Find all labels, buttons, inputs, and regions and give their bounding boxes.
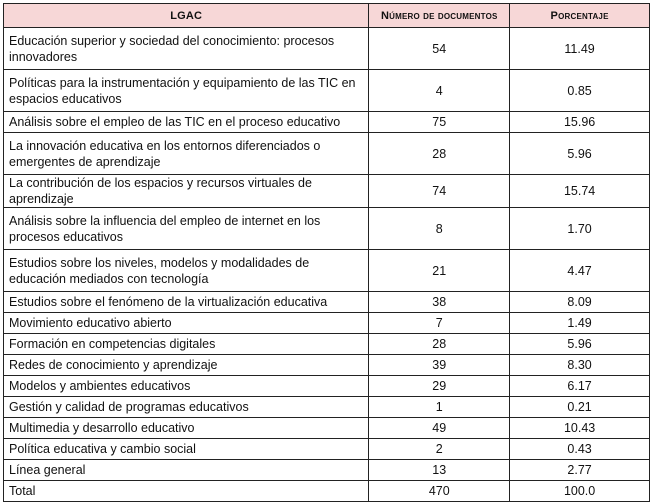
cell-num-docs: 28 xyxy=(369,334,510,355)
table-row xyxy=(4,292,650,313)
cell-lgac: Movimiento educativo abierto xyxy=(4,313,369,334)
table-row xyxy=(4,208,650,250)
cell-percent: 1.70 xyxy=(510,208,650,250)
cell-percent: 11.49 xyxy=(510,28,650,70)
cell-percent: 5.96 xyxy=(510,133,650,175)
cell-num-docs: 21 xyxy=(369,250,510,292)
cell-lgac: Políticas para la instrumentación y equipamiento de las TIC en espacios educativos xyxy=(4,70,369,112)
cell-num-docs: 38 xyxy=(369,292,510,313)
table-row xyxy=(4,439,650,460)
cell-num-docs: 13 xyxy=(369,460,510,481)
cell-percent: 15.74 xyxy=(510,175,650,208)
cell-num-docs: 7 xyxy=(369,313,510,334)
cell-num-docs: 54 xyxy=(369,28,510,70)
cell-lgac: Formación en competencias digitales xyxy=(4,334,369,355)
cell-percent: 15.96 xyxy=(510,112,650,133)
table-row xyxy=(4,250,650,292)
cell-percent: 0.85 xyxy=(510,70,650,112)
cell-num-docs: 29 xyxy=(369,376,510,397)
header-num-docs: Número de documentos xyxy=(369,4,510,28)
table-row xyxy=(4,70,650,112)
total-row xyxy=(4,481,650,502)
cell-lgac: Estudios sobre los niveles, modelos y modalidades de educación mediados con tecnología xyxy=(4,250,369,292)
cell-num-docs: 2 xyxy=(369,439,510,460)
cell-lgac: Modelos y ambientes educativos xyxy=(4,376,369,397)
cell-percent: 8.09 xyxy=(510,292,650,313)
cell-num-docs: 49 xyxy=(369,418,510,439)
cell-lgac: Análisis sobre la influencia del empleo de internet en los procesos educativos xyxy=(4,208,369,250)
cell-percent: 6.17 xyxy=(510,376,650,397)
table-row xyxy=(4,175,650,208)
table-row xyxy=(4,28,650,70)
cell-lgac: Educación superior y sociedad del conocimiento: procesos innovadores xyxy=(4,28,369,70)
table-row xyxy=(4,133,650,175)
cell-num-docs: 8 xyxy=(369,208,510,250)
cell-num-docs: 75 xyxy=(369,112,510,133)
cell-num-docs: 4 xyxy=(369,70,510,112)
table-row xyxy=(4,460,650,481)
cell-num-docs: 1 xyxy=(369,397,510,418)
lgac-table xyxy=(3,3,650,502)
cell-lgac: Multimedia y desarrollo educativo xyxy=(4,418,369,439)
header-row xyxy=(4,4,650,28)
cell-percent: 0.21 xyxy=(510,397,650,418)
cell-lgac: Línea general xyxy=(4,460,369,481)
table-row xyxy=(4,334,650,355)
cell-lgac: La innovación educativa en los entornos diferenciados o emergentes de aprendizaje xyxy=(4,133,369,175)
cell-num-docs: 74 xyxy=(369,175,510,208)
cell-percent: 8.30 xyxy=(510,355,650,376)
cell-lgac: Total xyxy=(4,481,369,502)
cell-lgac: Política educativa y cambio social xyxy=(4,439,369,460)
table-row xyxy=(4,313,650,334)
cell-percent: 5.96 xyxy=(510,334,650,355)
cell-num-docs: 39 xyxy=(369,355,510,376)
cell-percent: 4.47 xyxy=(510,250,650,292)
cell-lgac: La contribución de los espacios y recursos virtuales de aprendizaje xyxy=(4,175,369,208)
cell-lgac: Gestión y calidad de programas educativos xyxy=(4,397,369,418)
cell-percent: 0.43 xyxy=(510,439,650,460)
cell-num-docs: 470 xyxy=(369,481,510,502)
cell-percent: 100.0 xyxy=(510,481,650,502)
cell-percent: 2.77 xyxy=(510,460,650,481)
cell-lgac: Análisis sobre el empleo de las TIC en el proceso educativo xyxy=(4,112,369,133)
cell-percent: 10.43 xyxy=(510,418,650,439)
cell-lgac: Estudios sobre el fenómeno de la virtualización educativa xyxy=(4,292,369,313)
cell-num-docs: 28 xyxy=(369,133,510,175)
table-row xyxy=(4,418,650,439)
table-row xyxy=(4,376,650,397)
table-row xyxy=(4,355,650,376)
table-row xyxy=(4,112,650,133)
table-row xyxy=(4,397,650,418)
header-percent: Porcentaje xyxy=(510,4,650,28)
header-lgac: LGAC xyxy=(4,4,369,28)
cell-percent: 1.49 xyxy=(510,313,650,334)
cell-lgac: Redes de conocimiento y aprendizaje xyxy=(4,355,369,376)
